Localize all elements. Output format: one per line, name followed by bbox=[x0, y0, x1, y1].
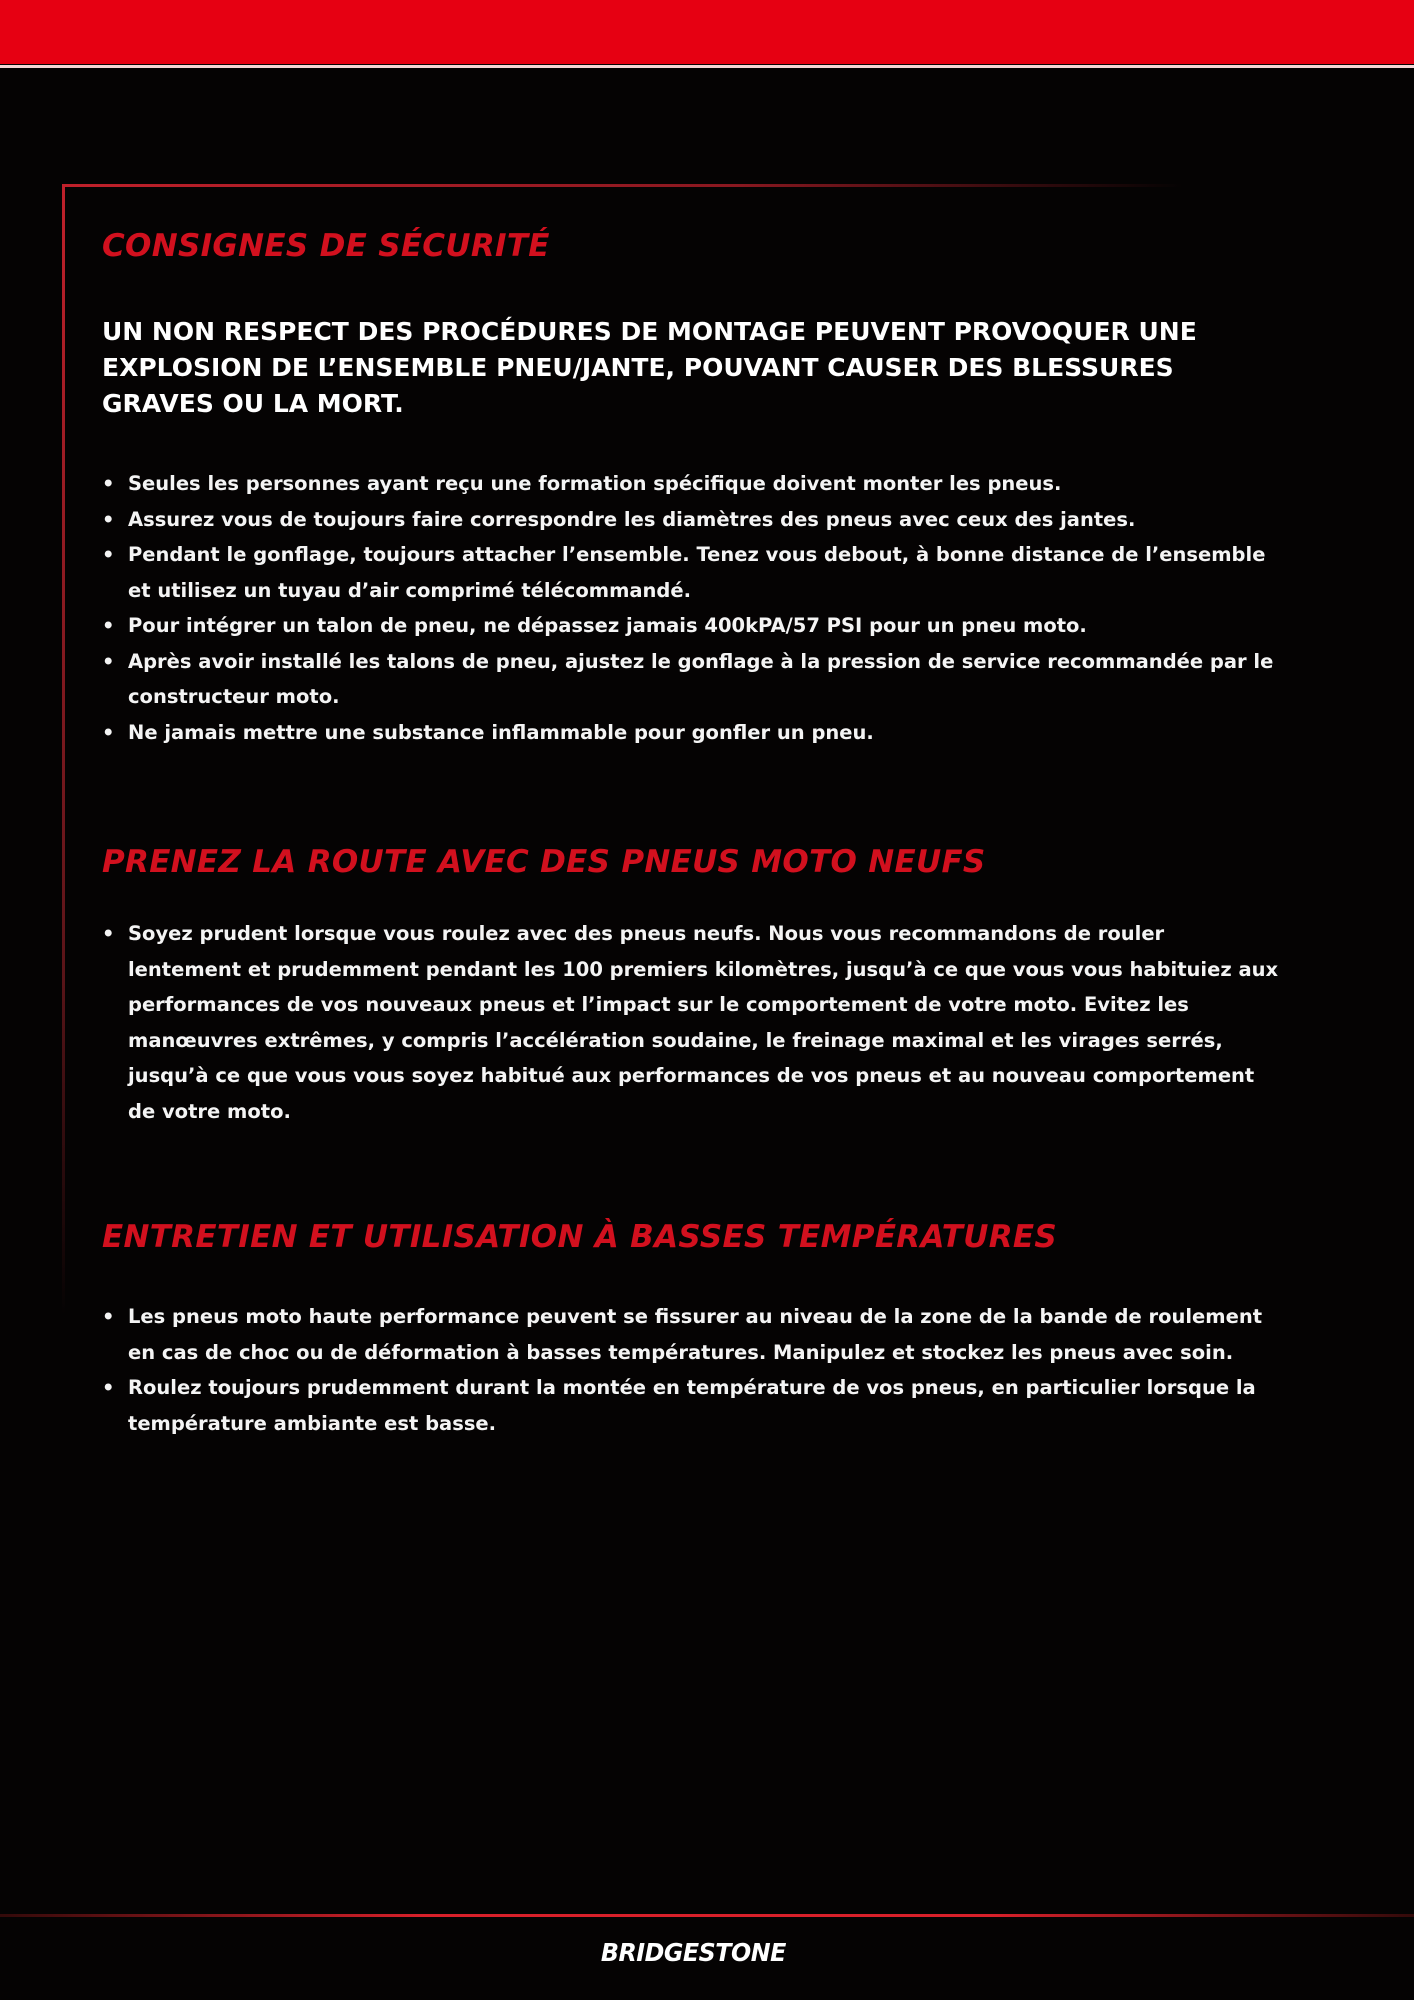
list-item: • Pour intégrer un talon de pneu, ne dépassez jamais 400kPA/57 PSI pour un pneu moto. bbox=[102, 608, 1282, 644]
list-item: • Assurez vous de toujours faire correspondre les diamètres des pneus avec ceux des jantes. bbox=[102, 502, 1282, 538]
safety-list bbox=[102, 466, 1282, 750]
section-safety bbox=[102, 228, 1282, 750]
main-content bbox=[102, 228, 1282, 1441]
low-temperature-list bbox=[102, 1299, 1282, 1441]
footer-divider bbox=[0, 1914, 1414, 1917]
warning-text: UN NON RESPECT DES PROCÉDURES DE MONTAGE PEUVENT PROVOQUER UNE EXPLOSION DE L’ENSEMBLE PNEU/JANTE, POUVANT CAUSER DES BLESSURES GRAVES OU LA MORT. bbox=[102, 317, 1197, 418]
top-divider bbox=[0, 65, 1414, 68]
top-red-band bbox=[0, 0, 1414, 64]
section-low-temperature bbox=[102, 1219, 1282, 1441]
list-item: • Les pneus moto haute performance peuvent se fissurer au niveau de la zone de la bande de roulement en cas de choc ou de déformation à basses températures. Manipulez et stockez les pneus avec soin. bbox=[102, 1299, 1282, 1370]
list-item: • Ne jamais mettre une substance inflammable pour gonfler un pneu. bbox=[102, 715, 1282, 751]
new-tyres-list bbox=[102, 916, 1282, 1129]
section-title: CONSIGNES DE SÉCURITÉ bbox=[102, 228, 550, 264]
frame-left-line bbox=[62, 184, 65, 1314]
section-title: PRENEZ LA ROUTE AVEC DES PNEUS MOTO NEUFS bbox=[102, 844, 986, 880]
frame-top-line bbox=[62, 184, 1182, 187]
bridgestone-logo: BRIDGESTONE bbox=[600, 1938, 786, 1967]
list-item: • Après avoir installé les talons de pneu, ajustez le gonflage à la pression de service recommandée par le constructeur moto. bbox=[102, 644, 1282, 715]
section-title: ENTRETIEN ET UTILISATION À BASSES TEMPÉRATURES bbox=[102, 1219, 1057, 1255]
list-item: • Roulez toujours prudemment durant la montée en température de vos pneus, en particulier lorsque la température ambiante est basse. bbox=[102, 1370, 1282, 1441]
list-item: • Pendant le gonflage, toujours attacher l’ensemble. Tenez vous debout, à bonne distance de l’ensemble et utilisez un tuyau d’air comprimé télécommandé. bbox=[102, 537, 1282, 608]
list-item: • Soyez prudent lorsque vous roulez avec des pneus neufs. Nous vous recommandons de rouler lentement et prudemment pendant les 100 premiers kilomètres, jusqu’à ce que vous vous habituiez aux performances de vos nouveaux pneus et l’impact sur le comportement de votre moto. Evitez les manœuvres extrêmes, y compris l’accélération soudaine, le freinage maximal et les virages serrés, jusqu’à ce que vous vous soyez habitué aux performances de vos pneus et au nouveau comportement de votre moto. bbox=[102, 916, 1282, 1129]
list-item: • Seules les personnes ayant reçu une formation spécifique doivent monter les pneus. bbox=[102, 466, 1282, 502]
section-new-tyres bbox=[102, 844, 1282, 1129]
